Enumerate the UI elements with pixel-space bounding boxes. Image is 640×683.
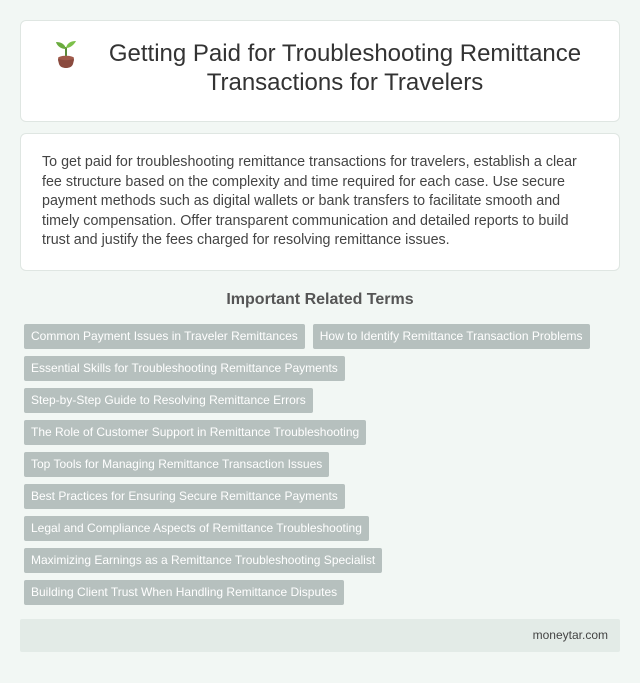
- tag-row: [24, 484, 624, 510]
- related-term-tag[interactable]: Top Tools for Managing Remittance Transaction Issues: [24, 452, 329, 477]
- tag-row: [24, 356, 624, 382]
- tag-row: [24, 452, 624, 478]
- title-card: [20, 20, 620, 122]
- summary-card: [20, 133, 620, 271]
- related-term-tag[interactable]: How to Identify Remittance Transaction Problems: [313, 324, 590, 349]
- tag-row: [24, 324, 624, 350]
- related-term-tag[interactable]: Building Client Trust When Handling Remittance Disputes: [24, 580, 344, 605]
- related-term-tag[interactable]: Essential Skills for Troubleshooting Remittance Payments: [24, 356, 345, 381]
- related-terms-list: [24, 324, 624, 612]
- related-term-tag[interactable]: Best Practices for Ensuring Secure Remittance Payments: [24, 484, 345, 509]
- title-row: [51, 39, 589, 97]
- page-title: Getting Paid for Troubleshooting Remittance Transactions for Travelers: [108, 40, 582, 96]
- related-terms-heading: Important Related Terms: [226, 291, 414, 308]
- tag-row: [24, 548, 624, 574]
- summary-text: To get paid for troubleshooting remittance transactions for travelers, establish a clear fee structure based on the complexity and time required for each case. Use secure payment methods such as digital wallets or bank transfers to facilitate smooth and timely compensation. Offer transparent communication and detailed reports to build trust and justify the fees charged for resolving remittance issues.: [42, 154, 577, 249]
- related-term-tag[interactable]: Step-by-Step Guide to Resolving Remittance Errors: [24, 388, 313, 413]
- tag-row: [24, 420, 624, 446]
- footer: [20, 619, 620, 652]
- tag-row: [24, 388, 624, 414]
- seedling-icon: [51, 40, 81, 70]
- related-term-tag[interactable]: The Role of Customer Support in Remittance Troubleshooting: [24, 420, 366, 445]
- related-term-tag[interactable]: Common Payment Issues in Traveler Remittances: [24, 324, 305, 349]
- related-term-tag[interactable]: Maximizing Earnings as a Remittance Troubleshooting Specialist: [24, 548, 382, 573]
- related-term-tag[interactable]: Legal and Compliance Aspects of Remittance Troubleshooting: [24, 516, 369, 541]
- footer-site-link[interactable]: moneytar.com: [532, 628, 608, 642]
- tag-row: [24, 516, 624, 542]
- tag-row: [24, 580, 624, 606]
